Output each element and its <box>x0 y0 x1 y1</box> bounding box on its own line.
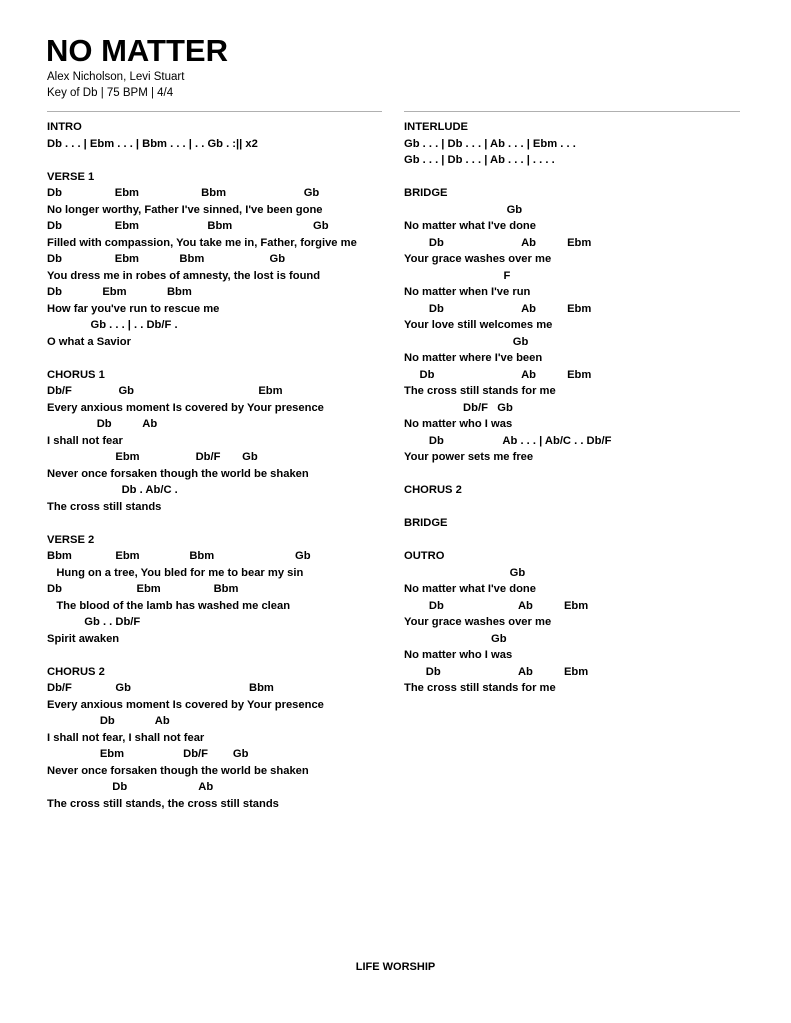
sheet-line: Gb <box>404 203 523 216</box>
sheet-line: Your grace washes over me <box>404 253 552 265</box>
sheet-line: No matter who I was <box>404 649 513 661</box>
sheet-line: No matter what I've done <box>404 220 536 232</box>
sheet-line <box>47 647 397 664</box>
sheet-line: How far you've run to rescue me <box>47 302 220 315</box>
sheet-line: The cross still stands for me <box>404 682 556 694</box>
sheet-line: No matter when I've run <box>404 286 531 298</box>
sheet-line: VERSE 1 <box>47 170 95 183</box>
sheet-line: I shall not fear, I shall not fear <box>47 731 205 744</box>
sheet-line: Hung on a tree, You bled for me to bear my sin <box>47 566 304 579</box>
sheet-line: Db/F Gb Ebm <box>47 385 283 397</box>
sheet-line: Gb <box>404 632 507 645</box>
sheet-line: CHORUS 2 <box>404 484 462 496</box>
divider-right <box>404 111 740 112</box>
sheet-line: Never once forsaken though the world be shaken <box>47 467 309 480</box>
sheet-line: Db Ab Ebm <box>404 665 589 678</box>
sheet-line: Db Ab <box>47 418 158 430</box>
sheet-line: Your power sets me free <box>404 451 534 463</box>
song-authors: Alex Nicholson, Levi Stuart <box>47 71 185 83</box>
sheet-line: F <box>404 269 511 282</box>
sheet-line: BRIDGE <box>404 517 448 529</box>
sheet-line: Db . . . | Ebm . . . | Bbm . . . | . . Gb . :|| x2 <box>47 137 258 150</box>
sheet-line: VERSE 2 <box>47 533 95 546</box>
song-meta: Key of Db | 75 BPM | 4/4 <box>47 87 174 99</box>
sheet-line: Db Ab <box>47 781 214 793</box>
sheet-line: Every anxious moment Is covered by Your presence <box>47 698 324 711</box>
left-column <box>47 119 397 812</box>
sheet-line: No matter who I was <box>404 418 513 430</box>
sheet-line <box>404 466 764 483</box>
sheet-line: Every anxious moment Is covered by Your presence <box>47 401 324 414</box>
sheet-line <box>404 532 764 549</box>
sheet-line: Db Ab Ebm <box>404 236 592 249</box>
sheet-line: Db Ebm Bbm Gb <box>47 220 329 232</box>
sheet-line: OUTRO <box>404 550 445 562</box>
sheet-line: Gb <box>404 335 529 348</box>
sheet-line: Db Ebm Bbm <box>47 583 239 595</box>
sheet-line: Db Ab Ebm <box>404 599 589 612</box>
sheet-line: Your grace washes over me <box>404 616 552 628</box>
sheet-line: Db Ab Ebm <box>404 368 592 381</box>
sheet-line: Db . Ab/C . <box>47 484 178 496</box>
sheet-line: Db Ab Ebm <box>404 302 592 315</box>
divider-left <box>47 111 382 112</box>
sheet-line: Db Ab <box>47 715 170 727</box>
sheet-line: Ebm Db/F Gb <box>47 451 258 463</box>
sheet-line: The cross still stands, the cross still stands <box>47 797 279 810</box>
right-column <box>404 119 764 697</box>
sheet-line: Spirit awaken <box>47 632 120 645</box>
sheet-line: Gb . . . | Db . . . | Ab . . . | Ebm . . . <box>404 137 576 150</box>
sheet-line: CHORUS 1 <box>47 368 105 381</box>
sheet-line: No longer worthy, Father I've sinned, I've been gone <box>47 203 323 216</box>
sheet-line: Gb . . Db/F <box>47 616 141 628</box>
sheet-line: Db Ab . . . | Ab/C . . Db/F <box>404 434 612 447</box>
sheet-line: INTERLUDE <box>404 121 469 133</box>
sheet-line: Bbm Ebm Bbm Gb <box>47 550 311 562</box>
sheet-line: BRIDGE <box>404 187 448 199</box>
sheet-line: Your love still welcomes me <box>404 319 553 331</box>
sheet-line <box>404 169 764 186</box>
sheet-line: Never once forsaken though the world be shaken <box>47 764 309 777</box>
sheet-line: Filled with compassion, You take me in, Father, forgive me <box>47 236 357 249</box>
sheet-line <box>47 350 397 367</box>
sheet-line: Db/F Gb Bbm <box>47 682 274 694</box>
sheet-line: Db Ebm Bbm Gb <box>47 253 286 265</box>
sheet-line: No matter where I've been <box>404 352 543 364</box>
sheet-line: Db/F Gb <box>404 401 513 414</box>
sheet-line: You dress me in robes of amnesty, the lost is found <box>47 269 321 282</box>
sheet-line: Db Ebm Bbm Gb <box>47 187 320 199</box>
song-title: NO MATTER <box>46 33 228 68</box>
sheet-line <box>404 499 764 516</box>
sheet-line: CHORUS 2 <box>47 665 105 678</box>
sheet-line: The blood of the lamb has washed me clean <box>47 599 291 612</box>
sheet-line: Gb . . . | Db . . . | Ab . . . | . . . . <box>404 154 555 166</box>
sheet-line: The cross still stands for me <box>404 385 556 397</box>
sheet-line <box>47 152 397 169</box>
sheet-line: Gb . . . | . . Db/F . <box>47 319 178 331</box>
sheet-line <box>47 515 397 532</box>
sheet-line: Db Ebm Bbm <box>47 286 192 298</box>
sheet-line: No matter what I've done <box>404 583 536 595</box>
sheet-line: Gb <box>404 566 526 579</box>
sheet-line: O what a Savior <box>47 335 131 348</box>
sheet-line: INTRO <box>47 121 82 133</box>
footer-label: LIFE WORSHIP <box>355 961 436 973</box>
sheet-line: I shall not fear <box>47 434 123 447</box>
sheet-line: The cross still stands <box>47 500 162 513</box>
sheet-line: Ebm Db/F Gb <box>47 748 249 760</box>
